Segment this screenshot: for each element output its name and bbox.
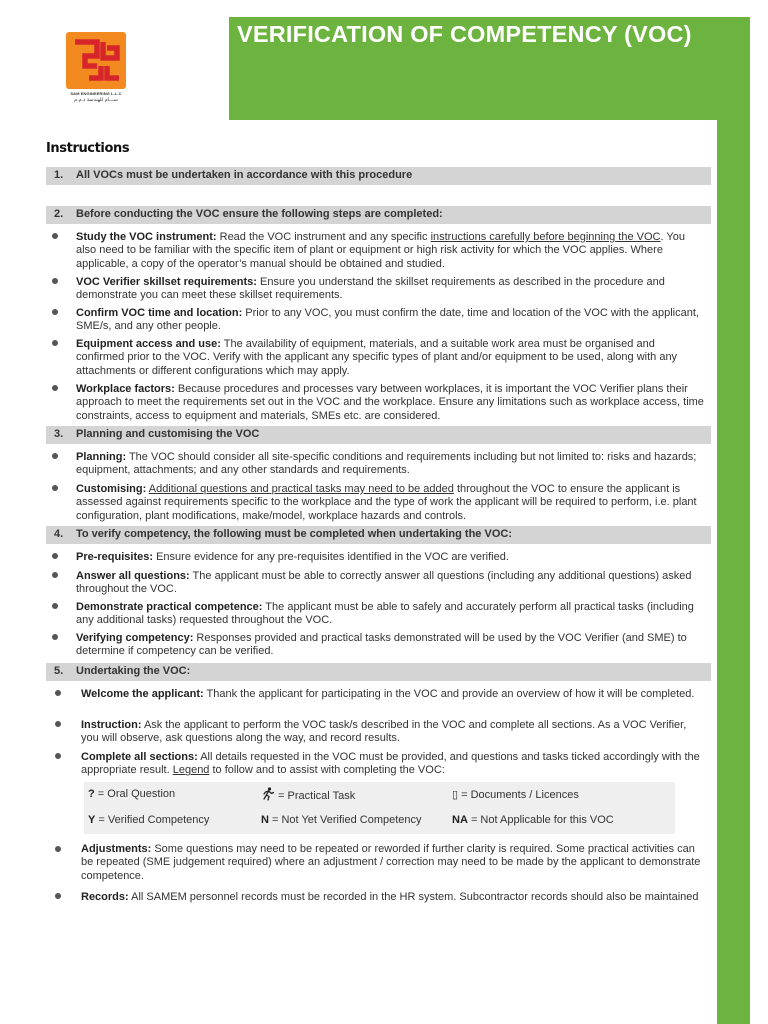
bullet-icon: [52, 572, 58, 578]
section-header-1: [46, 167, 711, 185]
item-label: Answer all questions:: [76, 570, 190, 582]
bullet-icon: [52, 233, 58, 239]
legend-text: = Documents / Licences: [458, 789, 579, 801]
section-title: Before conducting the VOC ensure the following steps are completed:: [76, 208, 443, 220]
bullet-icon: [52, 309, 58, 315]
bullet-icon: [55, 846, 61, 852]
legend-text: = Oral Question: [94, 788, 176, 800]
section-number: 4.: [54, 528, 64, 540]
bullet-icon: [52, 340, 58, 346]
list-item-workplace-factors: [76, 383, 706, 423]
logo-company-ar: ســـام للهندسة ذ.م.م: [74, 97, 118, 103]
item-label: Complete all sections:: [81, 751, 198, 763]
instructions-heading: Instructions: [46, 141, 130, 156]
list-item-verifying-competency: [76, 632, 706, 659]
item-label: Welcome the applicant:: [81, 688, 204, 700]
list-item-customising: [76, 483, 706, 523]
item-label: Planning:: [76, 451, 127, 463]
list-item-records: [81, 891, 703, 904]
section-title: Planning and customising the VOC: [76, 428, 260, 440]
item-text: Ask the applicant to perform the VOC task/s described in the VOC and complete all sections. As a VOC Verifier, you will observe, ask questions along the way, and record results.: [81, 719, 687, 745]
item-label: Customising:: [76, 483, 147, 495]
underlined-text: instructions carefully before beginning the VOC: [430, 231, 661, 243]
list-item-time-location: [76, 307, 706, 334]
list-item-practical-competence: [76, 601, 706, 628]
legend-verified: [88, 814, 209, 826]
legend-table: [84, 782, 675, 834]
item-text: Ensure you understand the skillset requirements as described in the procedure and demonstrate you can meet these skillset requirements.: [76, 276, 665, 302]
legend-documents: [452, 788, 579, 801]
section-title: All VOCs must be undertaken in accordance with this procedure: [76, 169, 413, 181]
right-accent-bar: [717, 17, 750, 1024]
underlined-text: Additional questions and practical tasks may need to be added: [148, 483, 454, 495]
item-label: Workplace factors:: [76, 383, 175, 395]
item-label: Records:: [81, 891, 129, 903]
item-text: Some questions may need to be repeated or reworded if further clarity is required. Some practical activities can be repeated (SME judgement required) where an adjustment / correction may need to be made by the applicant to demonstrate competence.: [81, 843, 701, 882]
item-text: throughout the VOC to ensure the applicant is assessed against requirements specific to the workplace and the type of work the applicant will be required to perform, i.e. plant configuration, plant modifications, make/model, workplace hazards and controls.: [76, 483, 697, 522]
running-person-icon: [261, 787, 275, 801]
legend-text: = Not Applicable for this VOC: [467, 814, 614, 826]
logo-company-en: S&M ENGINEERING L.L.C: [70, 91, 122, 96]
item-label: Equipment access and use:: [76, 338, 221, 350]
item-text: Because procedures and processes vary between workplaces, it is important the VOC Verifier plans their approach to meet the requirements set out in the VOC and the workplace. Ensure any limitations such as workplace access, time constraints, access to equipment and materials, SMEs etc. are considered.: [76, 383, 704, 422]
bullet-icon: [52, 485, 58, 491]
item-text: The applicant must be able to correctly answer all questions (including any additional questions) asked throughout the VOC.: [76, 570, 692, 596]
section-header-2: [46, 206, 711, 224]
legend-oral-question: [88, 788, 175, 800]
list-item-answer-questions: [76, 570, 706, 597]
list-item-planning: [76, 451, 706, 478]
section-header-5: [46, 663, 711, 681]
section-number: 3.: [54, 428, 64, 440]
section-title: To verify competency, the following must be completed when undertaking the VOC:: [76, 528, 512, 540]
bullet-icon: [52, 385, 58, 391]
legend-not-yet-verified: [261, 814, 422, 826]
item-text: The applicant must be able to safely and accurately perform all practical tasks (including any additional tasks) requested throughout the VOC.: [76, 601, 694, 627]
title-banner: [229, 17, 750, 120]
item-text: . You also need to be familiar with the specific item of plant or equipment or high risk activity for which the VOC applies. Where applicable, a copy of the operator’s manual should be obtained and studied.: [76, 231, 685, 270]
bullet-icon: [52, 553, 58, 559]
legend-symbol: Y: [88, 814, 96, 826]
item-text: to follow and to assist with completing the VOC:: [209, 764, 445, 777]
legend-text: = Not Yet Verified Competency: [268, 814, 422, 826]
bullet-icon: [52, 453, 58, 459]
bullet-icon: [55, 753, 61, 759]
bullet-icon: [52, 603, 58, 609]
bullet-icon: [52, 278, 58, 284]
item-text: All details requested in the VOC must be provided, and questions and tasks ticked accordingly with the appropriate result.: [81, 751, 700, 777]
section-number: 2.: [54, 208, 64, 220]
underlined-text: Legend: [172, 764, 210, 777]
item-text: Prior to any VOC, you must confirm the date, time and location of the VOC with the applicant, SME/s, and any other people.: [76, 307, 699, 333]
item-label: Verifying competency:: [76, 632, 194, 644]
legend-symbol: N: [261, 814, 269, 826]
section-title: Undertaking the VOC:: [76, 665, 191, 677]
bullet-icon: [55, 893, 61, 899]
legend-practical-task: [261, 787, 355, 802]
section-number: 5.: [54, 665, 64, 677]
item-text: All SAMEM personnel records must be recorded in the HR system. Subcontractor records should also be maintained: [128, 891, 699, 903]
section-number: 1.: [54, 169, 64, 181]
list-item-welcome: [81, 688, 703, 701]
list-item-equipment-access: [76, 338, 706, 378]
item-text: The VOC should consider all site-specific conditions and requirements including but not limited to: risks and hazards; equipment, attachments; and any other standards and requirements.: [76, 451, 697, 477]
legend-symbol: ?: [88, 788, 95, 800]
section-header-4: [46, 526, 711, 544]
page-title: VERIFICATION OF COMPETENCY (VOC): [237, 21, 692, 47]
section-header-3: [46, 426, 711, 444]
legend-text: = Verified Competency: [95, 814, 210, 826]
item-label: Confirm VOC time and location:: [76, 307, 243, 319]
list-item-study-instrument: [76, 231, 706, 271]
company-logo: [63, 32, 133, 107]
item-text: Ensure evidence for any pre-requisites identified in the VOC are verified.: [153, 551, 509, 563]
item-label: VOC Verifier skillset requirements:: [76, 276, 257, 288]
item-text: Responses provided and practical tasks demonstrated will be used by the VOC Verifier (and SME) to determine if competency can be verified.: [76, 632, 687, 658]
list-item-verifier-skillset: [76, 276, 706, 303]
item-label: Pre-requisites:: [76, 551, 154, 563]
logo-symbol-icon: [63, 32, 129, 89]
list-item-instruction: [81, 719, 703, 746]
item-text: Read the VOC instrument and any specific: [216, 231, 431, 243]
item-label: Demonstrate practical competence:: [76, 601, 263, 613]
item-label: Adjustments:: [81, 843, 152, 855]
item-label: Study the VOC instrument:: [76, 231, 217, 243]
list-item-prerequisites: [76, 551, 706, 564]
list-item-adjustments: [81, 843, 703, 883]
bullet-icon: [55, 721, 61, 727]
list-item-complete-sections: [81, 751, 703, 778]
bullet-icon: [52, 634, 58, 640]
document-icon: ▯: [452, 789, 459, 801]
item-text: Thank the applicant for participating in the VOC and provide an overview of how it will be completed.: [203, 688, 695, 700]
legend-symbol: NA: [452, 814, 468, 826]
legend-text: = Practical Task: [275, 790, 356, 802]
bullet-icon: [55, 690, 61, 696]
item-text: The availability of equipment, materials, and a suitable work area must be organised and confirmed prior to the VOC. Verify with the applicant any specific types of plant and/or equipment to be used, along with any attachments or different configurations which may apply.: [76, 338, 678, 377]
item-label: Instruction:: [81, 719, 142, 731]
legend-not-applicable: [452, 814, 614, 826]
